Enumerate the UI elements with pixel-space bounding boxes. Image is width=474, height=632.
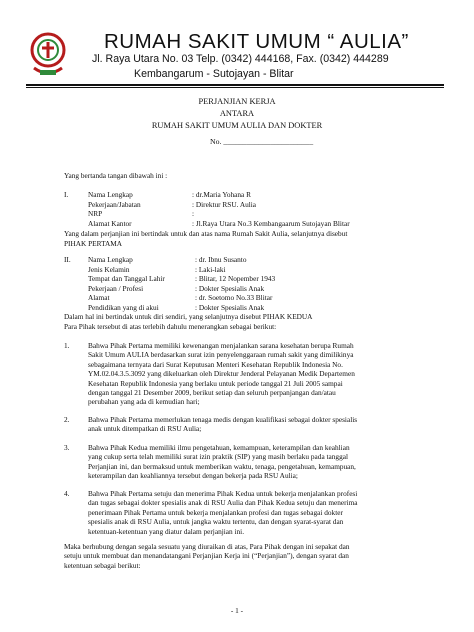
point-line: anak untuk ditempatkan di RSU Aulia;	[88, 424, 202, 434]
party2-label: Pendidikan yang di akui	[88, 302, 159, 312]
point-text	[88, 341, 355, 407]
point-line: Sakit Umum AULIA berdasarkan surat izin penyelenggaraan rumah sakit yang dimilikinya	[88, 350, 354, 360]
doc-title-line1: PERJANJIAN KERJA	[198, 97, 276, 106]
point-line: ketentuan-ketentuan yang diatur dalam perjanjian ini.	[88, 526, 245, 536]
party2-value: : Dokter Spesialis Anak	[195, 283, 265, 293]
hospital-city: Kembangarum - Sutojayan - Blitar	[134, 68, 294, 80]
point-number: 4.	[64, 489, 70, 498]
party2-statement: Dalam hal ini bertindak untuk diri sendiri, yang selanjutnya disebut PIHAK KEDUA	[64, 312, 313, 321]
party1-statement: Yang dalam perjanjian ini bertindak untuk dan atas nama Rumah Sakit Aulia, selanjutnya disebut	[64, 229, 348, 238]
closing-paragraph	[64, 542, 350, 570]
party1-value: : Direktur RSU. Aulia	[192, 199, 257, 209]
considerations-intro: Para Pihak tersebut di atas terlebih dahulu menerangkan sebagai berikut:	[64, 321, 277, 331]
party1-label: NRP	[88, 209, 103, 218]
party2-label: Jenis Kelamin	[88, 264, 130, 274]
party2-label: Pekerjaan / Profesi	[88, 283, 144, 293]
hospital-logo-icon	[28, 30, 68, 80]
point-line: yang cukup serta telah memiliki surat izin praktik (SIP) yang masih berlaku pada tanggal	[88, 452, 348, 462]
party2-label: Nama Lengkap	[88, 255, 133, 264]
party2-label: Alamat	[88, 293, 110, 302]
party2-value: : Laki-laki	[195, 264, 226, 274]
party1-label: Pekerjaan/Jabatan	[88, 199, 141, 209]
point-line: dengan tanggal 21 Desember 2009, berikut setiap dan seluruh perpanjangan dan/atau	[88, 388, 336, 398]
point-line: Bahwa Pihak Pertama memiliki kewenangan menjalankan sarana kesehatan berupa Rumah	[88, 341, 354, 350]
closing-line: setuju untuk membuat dan menandatangani Perjanjian Kerja ini (“Perjanjian”), dengan syarat dan	[64, 551, 349, 561]
point-line: spesialis anak di RSU Aulia, untuk jangka waktu tertentu, dan dengan syarat-syarat dan	[88, 517, 344, 527]
point-line: YM.02.04.3.5.3092 yang dikeluarkan oleh Direktur Jenderal Pelayanan Medik Departemen	[88, 369, 355, 379]
party1-number: I.	[64, 190, 69, 199]
party2-value: : Dokter Spesialis Anak	[195, 302, 265, 312]
intro-text: Yang bertanda tangan dibawah ini :	[64, 171, 168, 180]
closing-line: Maka berhubung dengan segala sesuatu yang diuraikan di atas, Para Pihak dengan ini sepakat dan	[64, 542, 350, 551]
point-line: Kesehatan Republik Indonesia yang berlaku untuk periode tanggal 21 Juli 2005 sampai	[88, 378, 343, 388]
point-text	[88, 415, 357, 434]
hospital-name: RUMAH SAKIT UMUM “ AULIA”	[104, 30, 409, 53]
point-text	[88, 443, 356, 481]
point-number: 2.	[64, 415, 70, 424]
header-rule-thin	[26, 87, 444, 88]
point-line: Bahwa Pihak Pertama setuju dan menerima Pihak Kedua untuk bekerja menjalankan profesi	[88, 489, 358, 498]
party2-value: : dr. Ibnu Susanto	[195, 255, 247, 264]
point-line: keterampilan dan keahliannya tersebut dengan bekerja pada RSU Aulia;	[88, 471, 298, 481]
point-number: 3.	[64, 443, 70, 452]
doc-title-line2: ANTARA	[219, 109, 255, 118]
party2-number: II.	[64, 255, 71, 264]
point-number: 1.	[64, 341, 70, 350]
party2-label: Tempat dan Tanggal Lahir	[88, 274, 165, 283]
party1-value: : Jl.Raya Utara No.3 Kembangaarum Sutojayan Blitar	[192, 218, 350, 228]
point-line: perubahan yang ada di kemudian hari;	[88, 397, 200, 407]
hospital-address: Jl. Raya Utara No. 03 Telp. (0342) 444168, Fax. (0342) 444289	[92, 53, 389, 65]
doc-title-line3: RUMAH SAKIT UMUM AULIA DAN DOKTER	[151, 121, 323, 130]
point-line: Bahwa Pihak Kedua memiliki ilmu pengetahuan, kemampuan, keterampilan dan keahlian	[88, 443, 350, 452]
party1-label: Nama Lengkap	[88, 190, 133, 199]
header-rule-thick	[26, 84, 444, 86]
point-line: penerimaan Pihak Pertama untuk bekerja menjalankan profesi dan tugas sebagai dokter	[88, 507, 343, 517]
party1-label: Alamat Kantor	[88, 218, 132, 228]
closing-line: ketentuan sebagai berikut:	[64, 560, 141, 570]
party1-designation: PIHAK PERTAMA	[64, 238, 122, 248]
party1-value: : dr.Maria Yohana R	[192, 190, 251, 199]
page-number: - 1 -	[230, 606, 244, 615]
party2-value: : dr. Soetomo No.33 Blitar	[195, 293, 273, 302]
point-line: sebagaimana ternyata dari Surat Keputusan Menteri Kesehatan Republik Indonesia No.	[88, 359, 343, 369]
party1-value: :	[192, 209, 195, 218]
point-line: Bahwa Pihak Pertama memerlukan tenaga medis dengan kualifikasi sebagai dokter spesialis	[88, 415, 358, 424]
point-text	[88, 489, 358, 536]
point-line: Perjanjian ini, dan bermaksud untuk memberikan waktu, tenaga, pengetahuan, kemampuan,	[88, 461, 356, 471]
party2-value: : Blitar, 12 Nopember 1943	[195, 274, 276, 283]
doc-number: No. _______________________	[210, 137, 314, 146]
point-line: dan tugas sebagai dokter spesialis anak di RSU Aulia dan Pihak Kedua setuju dan menerima	[88, 498, 358, 508]
